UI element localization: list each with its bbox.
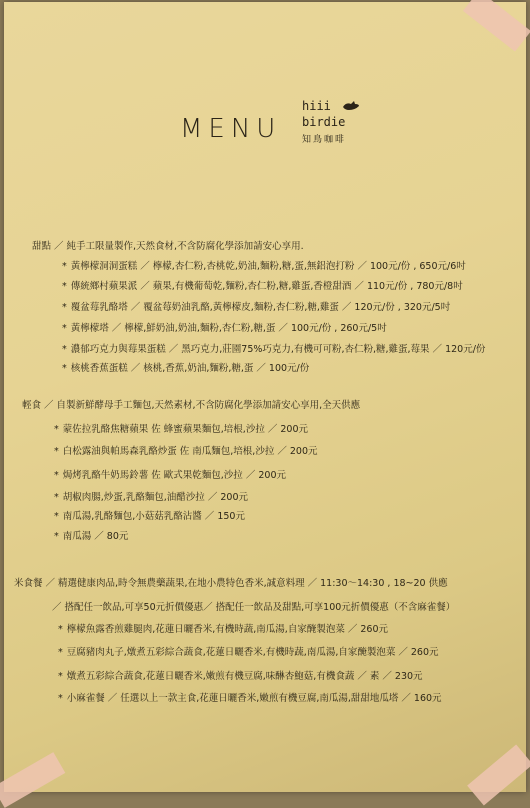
asterisk-icon: * — [62, 363, 67, 374]
asterisk-icon: * — [58, 671, 63, 682]
asterisk-icon: * — [62, 261, 67, 272]
desserts-heading: 甜點 ／ 純手工限量製作,天然食材,不含防腐化學添加請安心享用. — [32, 241, 304, 252]
rice-meal-item: * 燉煮五彩綜合蔬食,花蓮日曬香米,嫩煎有機豆腐,味醂杏鮑菇,有機食蔬 ／ 素 ／ 230元 — [58, 671, 423, 682]
asterisk-icon: * — [54, 470, 59, 481]
menu-title: MENU — [180, 114, 282, 144]
asterisk-icon: * — [62, 302, 67, 313]
asterisk-icon: * — [62, 323, 67, 334]
bird-icon — [342, 100, 360, 112]
rice-meal-item: * 檸檬魚露香煎雞腿肉,花蓮日曬香米,有機時蔬,南瓜湯,自家醃製泡菜 ／ 260元 — [58, 624, 389, 635]
light-meal-item: * 白松露油與帕馬森乳酪炒蛋 佐 南瓜麵包,培根,沙拉 ／ 200元 — [54, 446, 318, 457]
asterisk-icon: * — [54, 446, 59, 457]
light-meal-item: * 胡椒肉腸,炒蛋,乳酪麵包,油醋沙拉 ／ 200元 — [54, 492, 248, 503]
rice-meal-item: * 小麻雀餐 ／ 任選以上一款主食,花蓮日曬香米,嫩煎有機豆腐,南瓜湯,甜甜地瓜塔 ／ 160元 — [58, 693, 442, 704]
light-meal-item: * 南瓜湯,乳酪麵包,小菇菇乳酪沾醬 ／ 150元 — [54, 511, 245, 522]
asterisk-icon: * — [58, 624, 63, 635]
rice-meals-heading: 米食餐 ／ 精選健康肉品,時令無農藥蔬果,在地小農特色香米,誠意料理 ／ 11:30～14:30 , 18~20 供應 — [14, 578, 448, 589]
asterisk-icon: * — [54, 492, 59, 503]
light-meal-item: * 焗烤乳酪牛奶馬鈴薯 佐 歐式果乾麵包,沙拉 ／ 200元 — [54, 470, 286, 481]
rice-meal-item: * 豆腐豬肉丸子,燉煮五彩綜合蔬食,花蓮日曬香米,有機時蔬,南瓜湯,自家醃製泡菜 ／ 260元 — [58, 647, 439, 658]
dessert-item: * 黃檸檬洞洞蛋糕 ／ 檸檬,杏仁粉,杏桃乾,奶油,麵粉,糖,蛋,無鋁泡打粉 ／ 100元/份 , 650元/6吋 — [62, 261, 466, 272]
asterisk-icon: * — [58, 693, 63, 704]
tape-bottom-right — [467, 744, 530, 805]
logo-chinese-name: 知鳥咖啡 — [302, 135, 347, 145]
asterisk-icon: * — [54, 531, 59, 542]
light-meals-heading: 輕食 ／ 自製新鮮酵母手工麵包,天然素材,不含防腐化學添加請安心享用,全天供應 — [22, 400, 361, 411]
asterisk-icon: * — [58, 647, 63, 658]
dessert-item: * 核桃香蕉蛋糕 ／ 核桃,香蕉,奶油,麵粉,糖,蛋 ／ 100元/份 — [62, 363, 310, 374]
cafe-logo — [302, 98, 346, 145]
dessert-item: * 濃郁巧克力與莓果蛋糕 ／ 黑巧克力,莊園75%巧克力,有機可可粉,杏仁粉,糖,雞蛋,莓果 ／ 120元/份 — [62, 344, 486, 355]
dessert-item: * 覆盆莓乳酪塔 ／ 覆盆莓奶油乳酪,黃檸檬皮,麵粉,杏仁粉,糖,雞蛋 ／ 120元/份 , 320元/5吋 — [62, 302, 451, 313]
logo-line1: hiii — [302, 99, 331, 113]
asterisk-icon: * — [62, 344, 67, 355]
logo-line2: birdie — [302, 115, 346, 129]
rice-meals-discount: ／ 搭配任一飲品,可享50元折價優惠／ 搭配任一飲品及甜點,可享100元折價優惠（不含麻雀餐） — [52, 602, 456, 613]
light-meal-item: * 蒙佐拉乳酪焦糖蘋果 佐 蜂蜜蘋果麵包,培根,沙拉 ／ 200元 — [54, 424, 309, 435]
light-meal-item: * 南瓜湯 ／ 80元 — [54, 531, 129, 542]
menu-paper — [4, 2, 526, 792]
asterisk-icon: * — [62, 281, 67, 292]
tape-top-right — [463, 0, 530, 52]
dessert-item: * 黃檸檬塔 ／ 檸檬,鮮奶油,奶油,麵粉,杏仁粉,糖,蛋 ／ 100元/份 , 260元/5吋 — [62, 323, 387, 334]
asterisk-icon: * — [54, 511, 59, 522]
dessert-item: * 傳統鄉村蘋果派 ／ 蘋果,有機葡萄乾,麵粉,杏仁粉,糖,雞蛋,香橙甜酒 ／ 110元/份 , 780元/8吋 — [62, 281, 463, 292]
asterisk-icon: * — [54, 424, 59, 435]
